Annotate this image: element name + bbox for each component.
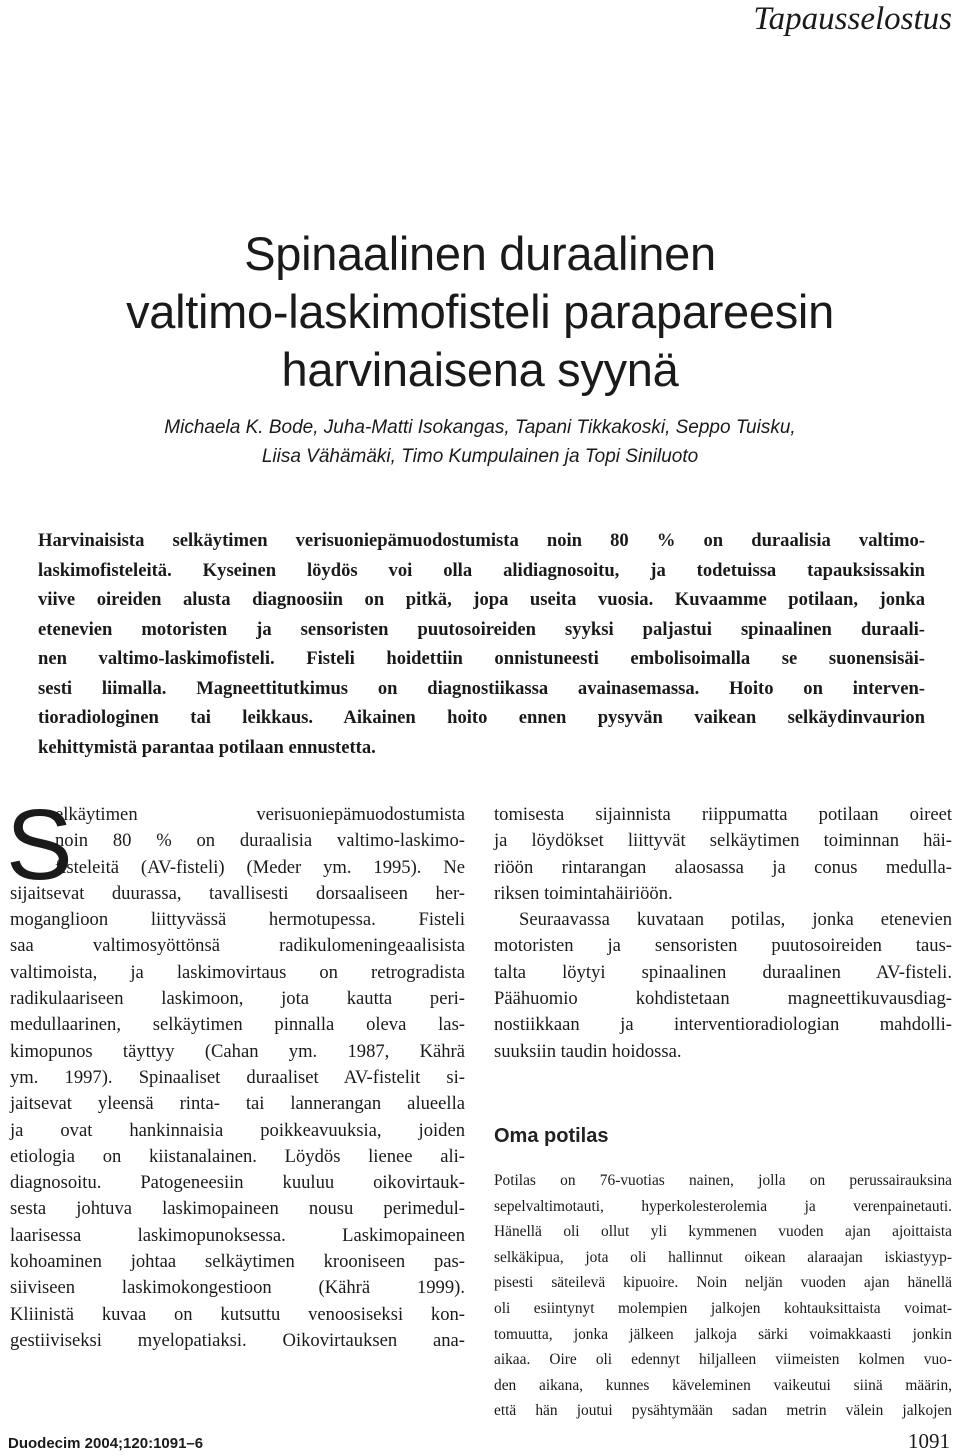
abstract-line: tioradiologinen tai leikkaus. Aikainen hoito ennen pysyvän vaikean selkäydinvaurion: [38, 707, 925, 728]
case-line: Hänellä oli ollut yli kymmenen vuoden ajan ajoittaista: [494, 1223, 952, 1241]
case-line: että hän joutui pysähtymään sadan metrin välein jalkojen: [494, 1402, 952, 1420]
body-line: moganglioon liittyvässä hermotupessa. Fisteli: [10, 909, 465, 931]
case-line: selkäkipua, jota oli hallinnut oikean alaraajan iskiastyyp-: [494, 1248, 952, 1266]
author-list: [0, 413, 960, 471]
body-line: sijaitsevat duurassa, tavallisesti dorsaaliseen her-: [10, 882, 465, 904]
author-line: Michaela K. Bode, Juha-Matti Isokangas, Tapani Tikkakoski, Seppo Tuisku,: [164, 417, 796, 438]
body-line: etiologia on kiistanalainen. Löydös lienee ali-: [10, 1145, 465, 1167]
body-line: laarisessa laskimopunoksessa. Laskimopaineen: [10, 1224, 465, 1246]
body-line: noin 80 % on duraalisia valtimo-laskimo-: [55, 830, 465, 852]
section-label: Tapausselostus: [753, 1, 952, 37]
case-line: pisesti säteilevä kipuoire. Noin neljän vuoden ajan hänellä: [494, 1274, 952, 1292]
body-line: talta löytyi spinaalinen duraalinen AV-fisteli.: [494, 961, 952, 983]
case-line: sepelvaltimotauti, hyperkolesterolemia ja verenpainetauti.: [494, 1197, 952, 1215]
body-line: ja löydökset liittyvät selkäytimen toiminnan häi-: [494, 830, 952, 852]
body-line: riöön rintarangan alaosassa ja conus medulla-: [494, 856, 952, 878]
abstract-line: kehittymistä parantaa potilaan ennustetta.: [38, 736, 376, 758]
case-line: tomuutta, jonka jälkeen jalkoja särki voimakkaasti jonkin: [494, 1325, 952, 1343]
body-line: tomisesta sijainnista riippumatta potilaan oireet: [494, 804, 952, 825]
body-line: Seuraavassa kuvataan potilas, jonka etenevien: [519, 909, 952, 931]
body-column-right: [494, 802, 952, 1065]
body-line: valtimoista, ja laskimovirtaus on retrogradista: [10, 961, 465, 983]
body-line: kohoaminen johtaa selkäytimen krooniseen pas-: [10, 1251, 465, 1273]
case-line: aikaa. Oire oli edennyt hiljalleen viimeisten kolmen vuo-: [494, 1351, 952, 1369]
body-line: kimopunos täyttyy (Cahan ym. 1987, Kährä: [10, 1040, 465, 1062]
abstract: [38, 526, 925, 762]
abstract-line: laskimofisteleitä. Kyseinen löydös voi olla alidiagnosoitu, ja todetuissa tapauksissakin: [38, 559, 925, 581]
body-line: fisteleitä (AV-fisteli) (Meder ym. 1995). Ne: [55, 856, 465, 878]
body-line: radikulaariseen laskimoon, jota kautta peri-: [10, 988, 465, 1010]
body-line: ym. 1997). Spinaaliset duraaliset AV-fistelit si-: [10, 1066, 465, 1088]
author-line: Liisa Vähämäki, Timo Kumpulainen ja Topi Siniluoto: [261, 446, 699, 467]
title-line: valtimo-laskimofisteli parapareesin: [126, 285, 834, 338]
body-column-left: [6, 789, 465, 1354]
drop-cap: S: [6, 789, 73, 901]
body-line: siiviseen laskimokongestioon (Kährä 1999).: [10, 1277, 465, 1299]
abstract-line: viive oireiden alusta diagnoosiin on pitkä, jopa useita vuosia. Kuvaamme potilaan, jonka: [38, 589, 925, 610]
abstract-line: etenevien motoristen ja sensoristen puutosoireiden syyksi paljastui spinaalinen duraali-: [38, 618, 925, 640]
case-line: den aikana, kunnes käveleminen vaikeutui siinä määrin,: [494, 1376, 952, 1394]
title-line: harvinaisena syynä: [281, 343, 679, 396]
body-line: saa valtimosyöttönsä radikulomeningeaalisista: [10, 935, 465, 957]
body-line: sesta johtuva laskimopaineen nousu perimedul-: [10, 1198, 465, 1220]
abstract-line: Harvinaisista selkäytimen verisuoniepämuodostumista noin 80 % on duraalisia valtimo-: [38, 530, 925, 551]
body-line: motoristen ja sensoristen puutosoireiden taus-: [494, 935, 952, 957]
body-line: suuksiin taudin hoidossa.: [494, 1040, 682, 1062]
body-line: gestiiviseksi myelopatiaksi. Oikovirtauksen ana-: [10, 1329, 465, 1351]
body-line: jaitsevat yleensä rinta- tai lannerangan alueella: [10, 1093, 465, 1115]
body-line: Päähuomio kohdistetaan magneettikuvausdiag-: [494, 988, 952, 1010]
body-line: nostiikkaan ja interventioradiologian mahdolli-: [494, 1014, 952, 1036]
body-line: riksen toimintahäiriöön.: [494, 882, 673, 904]
abstract-line: sesti liimalla. Magneettitutkimus on diagnostiikassa avainasemassa. Hoito on interven-: [38, 677, 925, 699]
body-line: Kliinistä kuvaa on kutsuttu venoosiseksi kon-: [10, 1303, 465, 1325]
section-heading: Oma potilas: [494, 1125, 609, 1147]
body-line: elkäytimen verisuoniepämuodostumista: [55, 804, 465, 825]
body-line: ja ovat hankinnaisia poikkeavuuksia, joiden: [10, 1119, 465, 1141]
title-line: Spinaalinen duraalinen: [244, 227, 716, 280]
case-line: Potilas on 76-vuotias nainen, jolla on perussairauksina: [494, 1172, 952, 1189]
abstract-line: nen valtimo-laskimofisteli. Fisteli hoidettiin onnistuneesti embolisoimalla se suonensisäi-: [38, 648, 925, 669]
article-title: [0, 225, 960, 399]
page-number: 1091: [908, 1429, 950, 1453]
case-line: oli esiintynyt molempien jalkojen kohtauksittaista voimat-: [494, 1299, 952, 1317]
journal-citation: Duodecim 2004;120:1091–6: [8, 1435, 204, 1452]
case-report-text: [494, 1168, 952, 1424]
body-line: diagnosoitu. Patogeneesiin kuuluu oikovirtauk-: [10, 1172, 465, 1194]
body-line: medullaarinen, selkäytimen pinnalla oleva las-: [10, 1014, 465, 1036]
